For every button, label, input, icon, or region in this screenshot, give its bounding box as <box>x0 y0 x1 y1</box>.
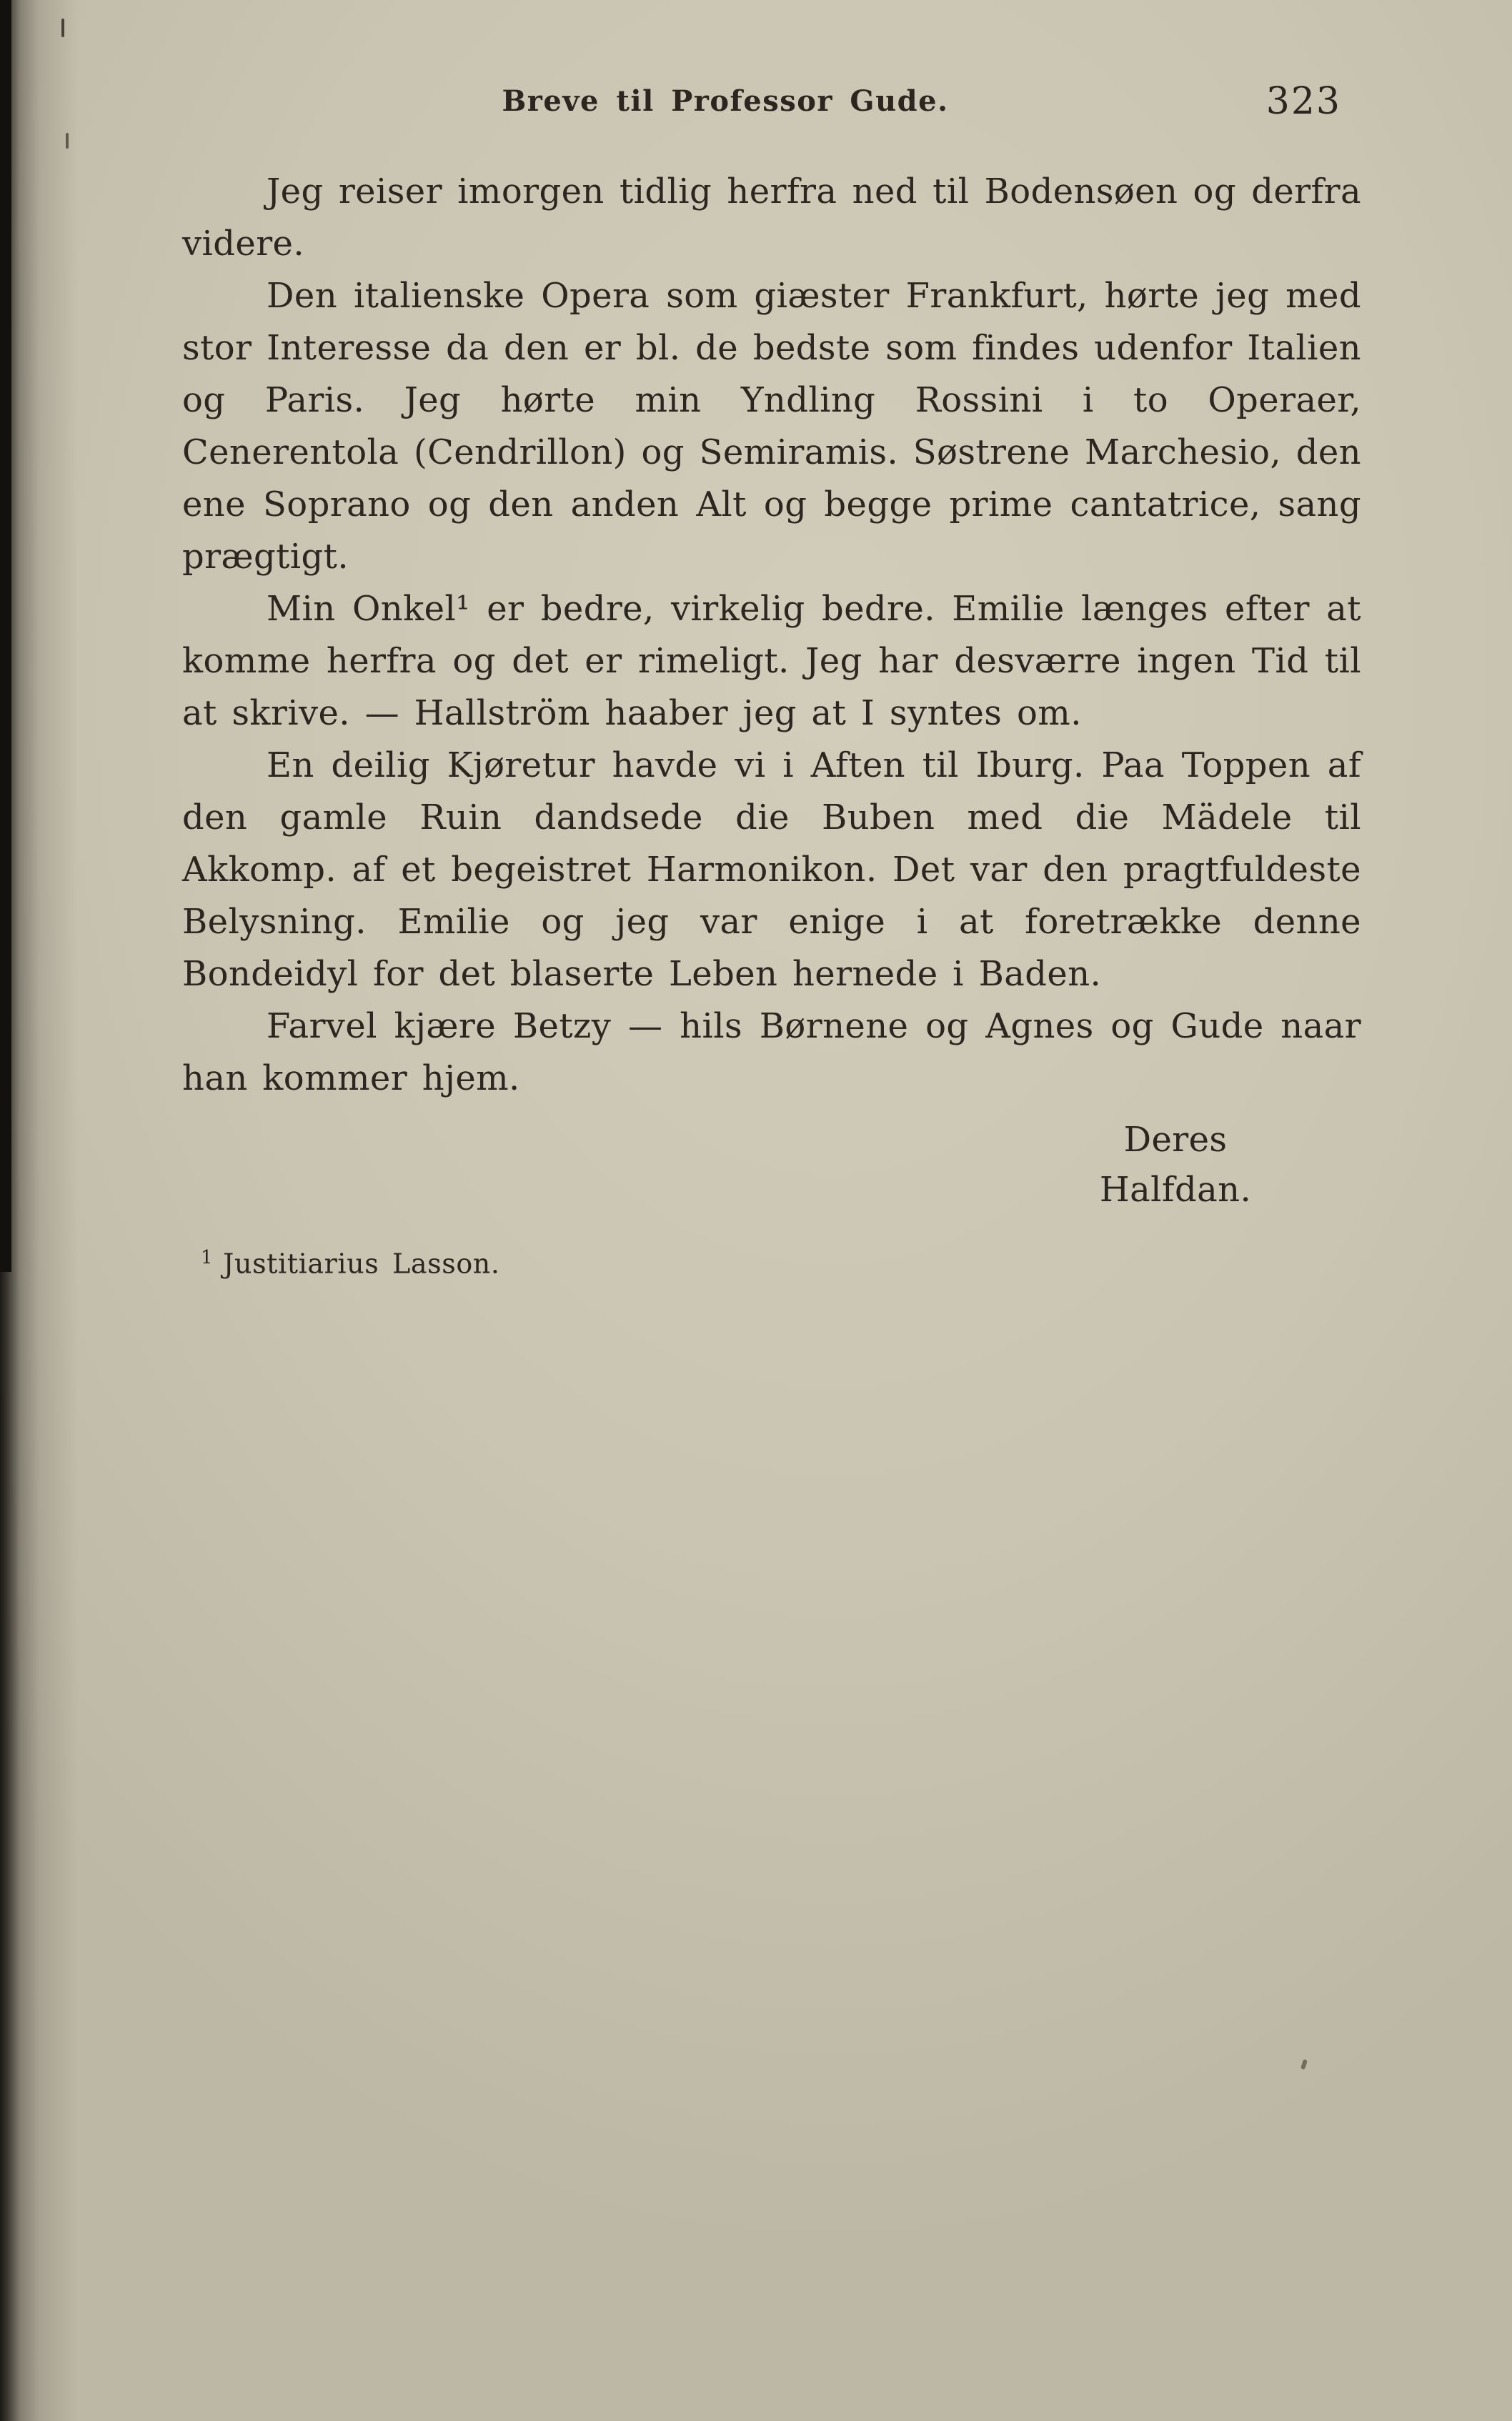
page-header <box>182 80 1361 127</box>
letter-paragraph-3: Min Onkel¹ er bedre, virkelig bedre. Emilie længes efter at komme herfra og det er rimeligt. Jeg har desværre ingen Tid til at skrive. — Hallström haaber jeg at I syntes om. <box>182 589 1361 733</box>
scan-artifact <box>1300 2059 1308 2069</box>
letter-paragraph-2: Den italienske Opera som giæster Frankfurt, hørte jeg med stor Interesse da den er bl. de bedste som findes udenfor Italien og Paris. Jeg hørte min Yndling Rossini i to Operaer, Cenerentola (Cendrillon) og Semiramis. Søstrene Marchesio, den ene Soprano og den anden Alt og begge prime cantatrice, sang prægtigt. <box>182 276 1361 577</box>
signature-name: Halfdan. <box>1099 1170 1252 1210</box>
signature-block <box>1025 1115 1326 1215</box>
binding-shadow <box>0 0 79 2421</box>
footnote-marker: 1 <box>201 1247 214 1268</box>
letter-body <box>182 166 1361 1281</box>
scan-artifact <box>61 19 64 37</box>
scan-artifact <box>66 133 69 149</box>
running-title: Breve til Professor Gude. <box>502 84 949 118</box>
letter-paragraph-4: En deilig Kjøretur havde vi i Aften til Iburg. Paa Toppen af den gamle Ruin dandsede die Buben med die Mädele til Akkomp. af et begeistret Harmonikon. Det var den pragtfuldeste Belysning. Emilie og jeg var enige i at foretrække denne Bondeidyl for det blaserte Leben hernede i Baden. <box>182 745 1361 994</box>
letter-paragraph-1: Jeg reiser imorgen tidlig herfra ned til Bodensøen og derfra videre. <box>182 171 1361 264</box>
signature-closing: Deres <box>1123 1120 1228 1160</box>
footnote <box>182 1241 1361 1281</box>
footnote-text: Justitiarius Lasson. <box>223 1248 500 1280</box>
page-number: 323 <box>1265 80 1341 123</box>
letter-paragraph-5: Farvel kjære Betzy — hils Børnene og Agnes og Gude naar han kommer hjem. <box>182 1006 1361 1098</box>
binding-dark-strip <box>0 0 11 1272</box>
